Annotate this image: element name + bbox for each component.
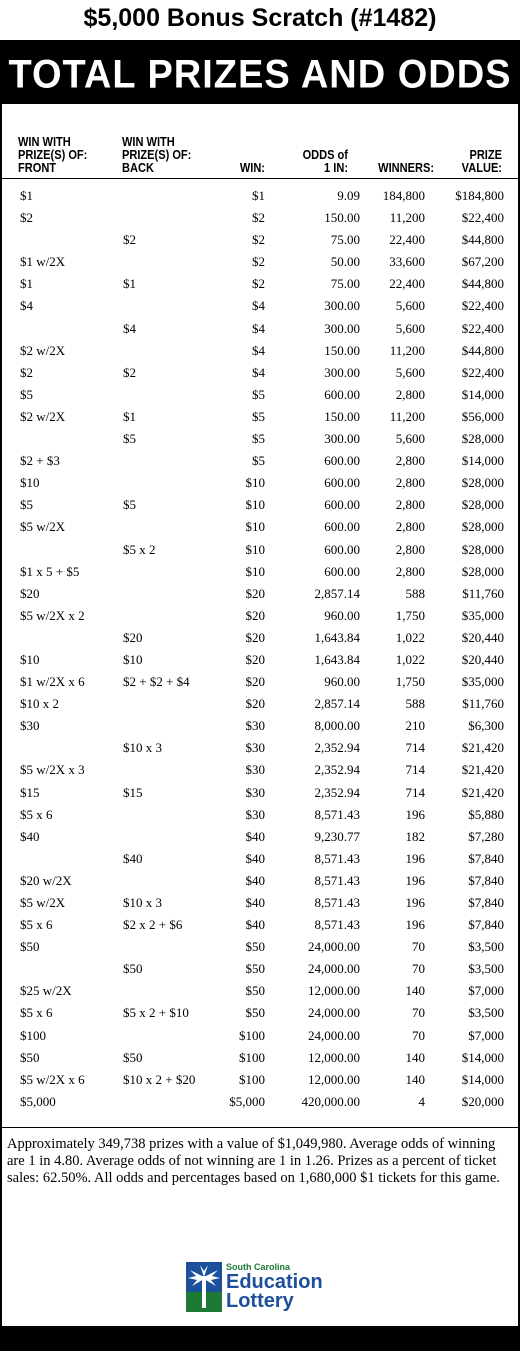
cell-value: $67,200 [461,254,504,270]
table-row [0,295,520,317]
table-row [0,936,520,958]
cell-odds: 300.00 [324,320,360,336]
table-row [0,362,520,384]
table-row [0,958,520,980]
cell-odds: 8,571.43 [314,872,360,888]
cell-back: $50 [123,1049,143,1065]
cell-front: $20 [20,585,40,601]
cell-winners: 714 [405,784,425,800]
cell-odds: 50.00 [330,254,360,270]
cell-front: $10 [20,651,40,667]
cell-win: $30 [245,762,265,778]
table-row [0,583,520,605]
logo-text-lottery: Lottery [226,1290,294,1312]
cell-win: $40 [245,917,265,933]
cell-front: $100 [20,1027,46,1043]
cell-win: $10 [245,497,265,513]
cell-front: $2 w/2X [20,342,66,358]
cell-value: $3,500 [468,1005,504,1021]
cell-win: $40 [245,850,265,866]
cell-winners: 5,600 [395,364,425,380]
cell-odds: 2,352.94 [314,784,360,800]
cell-front: $5 x 6 [20,806,53,822]
palmetto-tree-icon [186,1262,222,1312]
cell-front: $5 x 6 [20,917,53,933]
cell-winners: 1,750 [395,607,425,623]
cell-win: $40 [245,828,265,844]
cell-value: $14,000 [461,453,504,469]
cell-front: $2 w/2X [20,408,66,424]
header-win: WIN: [239,160,265,175]
cell-win: $50 [245,1005,265,1021]
cell-winners: 11,200 [389,408,425,424]
sc-education-lottery-logo [186,1262,336,1314]
table-row [0,428,520,450]
cell-front: $5 w/2X x 3 [20,762,85,778]
cell-front: $25 w/2X [20,983,72,999]
header-prize-value: PRIZE VALUE: [461,147,502,175]
cell-odds: 600.00 [324,475,360,491]
cell-odds: 2,352.94 [314,740,360,756]
cell-odds: 2,352.94 [314,762,360,778]
cell-value: $14,000 [461,1071,504,1087]
cell-value: $22,400 [461,210,504,226]
table-row [0,1069,520,1091]
cell-win: $10 [245,541,265,557]
cell-value: $7,000 [468,983,504,999]
cell-odds: 12,000.00 [308,1049,360,1065]
cell-back: $2 [123,364,136,380]
cell-odds: 600.00 [324,563,360,579]
table-bottom-rule [2,1127,518,1128]
cell-odds: 300.00 [324,298,360,314]
cell-front: $5 [20,386,33,402]
cell-value: $28,000 [461,519,504,535]
cell-win: $20 [245,607,265,623]
cell-front: $4 [20,298,33,314]
cell-value: $7,840 [468,872,504,888]
cell-front: $5 w/2X x 2 [20,607,85,623]
table-row [0,804,520,826]
cell-front: $10 x 2 [20,696,59,712]
table-row [0,472,520,494]
table-row [0,715,520,737]
cell-value: $22,400 [461,320,504,336]
cell-winners: 33,600 [389,254,425,270]
cell-back: $2 [123,232,136,248]
cell-back: $10 [123,651,143,667]
banner-text: TOTAL PRIZES AND ODDS [8,52,512,98]
cell-value: $28,000 [461,541,504,557]
cell-winners: 588 [405,696,425,712]
cell-win: $20 [245,585,265,601]
cell-winners: 70 [412,1005,425,1021]
table-row [0,980,520,1002]
cell-front: $1 w/2X x 6 [20,674,85,690]
table-row [0,1091,520,1113]
cell-odds: 8,000.00 [314,718,360,734]
cell-front: $5 w/2X [20,895,66,910]
cell-winners: 2,800 [395,541,425,557]
cell-odds: 9.09 [337,188,360,203]
cell-win: $5 [252,431,265,447]
cell-winners: 184,800 [382,188,425,203]
cell-value: $44,800 [461,276,504,292]
table-row [0,561,520,583]
cell-front: $50 [20,1049,40,1065]
cell-win: $10 [245,519,265,535]
table-row [0,273,520,295]
cell-front: $15 [20,784,40,800]
cell-front: $2 + $3 [20,453,60,469]
table-row [0,406,520,428]
cell-win: $2 [252,232,265,248]
cell-front: $5 x 6 [20,1005,53,1021]
cell-odds: 1,643.84 [314,651,360,667]
table-row [0,870,520,892]
odds-summary: Approximately 349,738 prizes with a value of $1,049,980. Average odds of winning are 1 in 4.80. Average odds of not winning are 1 in 1.26. Prizes as a percent of ticket sales: 62.50%. All odds and percentages based on 1,680,000 $1 tickets for this game. [7,1136,500,1186]
cell-win: $40 [245,895,265,910]
cell-winners: 140 [405,1071,425,1087]
section-banner [0,40,520,104]
cell-win: $50 [245,961,265,977]
cell-odds: 24,000.00 [308,961,360,977]
cell-front: $2 [20,364,33,380]
cell-back: $2 + $2 + $4 [123,674,190,690]
cell-odds: 150.00 [324,342,360,358]
cell-odds: 75.00 [330,232,360,248]
cell-back: $15 [123,784,143,800]
logo-text-education: Education [226,1271,323,1293]
cell-winners: 70 [412,961,425,977]
cell-winners: 22,400 [389,276,425,292]
cell-win: $20 [245,651,265,667]
cell-back: $5 x 2 + $10 [123,1005,189,1021]
cell-value: $22,400 [461,364,504,380]
cell-value: $35,000 [461,607,504,623]
cell-odds: 600.00 [324,386,360,402]
cell-odds: 8,571.43 [314,806,360,822]
cell-front: $1 [20,188,33,203]
cell-odds: 2,857.14 [314,696,360,712]
table-row [0,494,520,516]
cell-odds: 24,000.00 [308,1005,360,1021]
table-row [0,340,520,362]
cell-win: $20 [245,696,265,712]
cell-value: $14,000 [461,386,504,402]
cell-value: $11,760 [462,696,504,712]
cell-front: $1 [20,276,33,292]
cell-winners: 714 [405,762,425,778]
cell-front: $2 [20,210,33,226]
cell-value: $7,000 [468,1027,504,1043]
cell-win: $30 [245,718,265,734]
cell-winners: 2,800 [395,497,425,513]
cell-win: $4 [252,298,265,314]
table-row [0,605,520,627]
cell-front: $5 w/2X x 6 [20,1071,85,1087]
cell-value: $5,880 [468,806,504,822]
cell-win: $50 [245,939,265,955]
cell-odds: 300.00 [324,431,360,447]
cell-odds: 8,571.43 [314,917,360,933]
cell-winners: 196 [405,806,425,822]
cell-odds: 1,643.84 [314,629,360,645]
cell-win: $5 [252,453,265,469]
cell-back: $10 x 2 + $20 [123,1071,196,1087]
cell-value: $44,800 [461,342,504,358]
cell-back: $50 [123,961,143,977]
cell-value: $22,400 [461,298,504,314]
cell-win: $10 [245,475,265,491]
table-row [0,649,520,671]
cell-win: $100 [239,1071,265,1087]
table-row [0,848,520,870]
cell-win: $50 [245,983,265,999]
cell-value: $184,800 [455,188,504,203]
cell-value: $44,800 [461,232,504,248]
cell-winners: 140 [405,1049,425,1065]
cell-odds: 8,571.43 [314,850,360,866]
table-row [0,384,520,406]
prize-table [0,185,520,1113]
cell-win: $2 [252,210,265,226]
cell-odds: 2,857.14 [314,585,360,601]
cell-odds: 9,230.77 [314,828,360,844]
table-row [0,892,520,914]
cell-winners: 714 [405,740,425,756]
table-row [0,737,520,759]
cell-front: $1 x 5 + $5 [20,563,80,579]
header-rule [2,178,518,179]
table-row [0,671,520,693]
cell-value: $21,420 [461,784,504,800]
table-row [0,627,520,649]
cell-front: $5 [20,497,33,513]
cell-winners: 4 [418,1093,425,1109]
table-row [0,229,520,251]
cell-win: $1 [252,188,265,203]
table-row [0,539,520,561]
cell-win: $5,000 [229,1093,265,1109]
cell-odds: 960.00 [324,674,360,690]
cell-win: $30 [245,740,265,756]
cell-back: $1 [123,276,136,292]
cell-win: $40 [245,872,265,888]
cell-winners: 210 [405,718,425,734]
cell-odds: 8,571.43 [314,895,360,910]
table-row [0,782,520,804]
cell-value: $14,000 [461,1049,504,1065]
cell-odds: 24,000.00 [308,939,360,955]
header-odds: ODDS of 1 IN: [302,147,348,175]
cell-winners: 182 [405,828,425,844]
cell-winners: 5,600 [395,298,425,314]
cell-value: $7,840 [468,895,504,910]
table-row [0,251,520,273]
cell-back: $40 [123,850,143,866]
cell-value: $21,420 [461,762,504,778]
cell-value: $28,000 [461,431,504,447]
cell-odds: 150.00 [324,210,360,226]
cell-winners: 196 [405,872,425,888]
cell-winners: 1,750 [395,674,425,690]
cell-winners: 2,800 [395,453,425,469]
cell-back: $5 [123,431,136,447]
cell-odds: 600.00 [324,519,360,535]
cell-back: $10 x 3 [123,740,162,756]
cell-winners: 70 [412,1027,425,1043]
table-row [0,185,520,207]
cell-winners: 1,022 [395,651,425,667]
cell-winners: 1,022 [395,629,425,645]
cell-win: $4 [252,364,265,380]
cell-front: $50 [20,939,40,955]
cell-front: $10 [20,475,40,491]
cell-front: $30 [20,718,40,734]
cell-win: $4 [252,342,265,358]
cell-value: $35,000 [461,674,504,690]
cell-winners: 2,800 [395,475,425,491]
table-row [0,1025,520,1047]
cell-value: $20,440 [461,651,504,667]
header-winners: WINNERS: [378,160,434,175]
cell-winners: 11,200 [389,210,425,226]
page-title: $5,000 Bonus Scratch (#1482) [83,4,437,32]
cell-front: $1 w/2X [20,254,66,270]
cell-win: $100 [239,1049,265,1065]
cell-value: $6,300 [468,718,504,734]
cell-value: $28,000 [461,497,504,513]
cell-value: $7,280 [468,828,504,844]
cell-win: $20 [245,629,265,645]
cell-back: $5 [123,497,136,513]
cell-back: $5 x 2 [123,541,156,557]
cell-win: $5 [252,386,265,402]
header-front: WIN WITH PRIZE(S) OF: FRONT [18,134,88,175]
cell-value: $7,840 [468,917,504,933]
cell-winners: 2,800 [395,519,425,535]
table-row [0,759,520,781]
cell-winners: 22,400 [389,232,425,248]
cell-win: $100 [239,1027,265,1043]
header-back: WIN WITH PRIZE(S) OF: BACK [122,134,192,175]
cell-odds: 12,000.00 [308,983,360,999]
cell-value: $28,000 [461,475,504,491]
cell-value: $7,840 [468,850,504,866]
cell-win: $2 [252,254,265,270]
cell-value: $56,000 [461,408,504,424]
table-row [0,1047,520,1069]
cell-winners: 5,600 [395,320,425,336]
cell-win: $10 [245,563,265,579]
cell-winners: 140 [405,983,425,999]
cell-odds: 150.00 [324,408,360,424]
cell-winners: 2,800 [395,386,425,402]
table-row [0,826,520,848]
cell-winners: 5,600 [395,431,425,447]
cell-back: $1 [123,408,136,424]
cell-front: $40 [20,828,40,844]
logo-text-state: South Carolina [226,1262,291,1272]
cell-value: $28,000 [461,563,504,579]
cell-win: $30 [245,806,265,822]
cell-back: $10 x 3 [123,895,162,910]
cell-winners: 588 [405,585,425,601]
cell-front: $5,000 [20,1093,56,1109]
cell-value: $21,420 [461,740,504,756]
cell-winners: 196 [405,895,425,910]
cell-odds: 600.00 [324,541,360,557]
cell-odds: 600.00 [324,453,360,469]
table-row [0,318,520,340]
cell-winners: 196 [405,850,425,866]
cell-winners: 11,200 [389,342,425,358]
table-row [0,1002,520,1024]
cell-odds: 75.00 [330,276,360,292]
cell-back: $2 x 2 + $6 [123,917,183,933]
cell-odds: 24,000.00 [308,1027,360,1043]
cell-winners: 196 [405,917,425,933]
cell-value: $3,500 [468,939,504,955]
cell-win: $4 [252,320,265,336]
cell-odds: 12,000.00 [308,1071,360,1087]
cell-win: $20 [245,674,265,690]
cell-value: $11,760 [462,585,504,601]
table-row [0,914,520,936]
cell-odds: 960.00 [324,607,360,623]
cell-back: $4 [123,320,136,336]
cell-odds: 600.00 [324,497,360,513]
cell-win: $5 [252,408,265,424]
table-row [0,207,520,229]
cell-win: $2 [252,276,265,292]
table-row [0,693,520,715]
footer-bar [0,1326,520,1351]
cell-value: $20,000 [461,1093,504,1109]
cell-odds: 420,000.00 [301,1093,360,1109]
cell-odds: 300.00 [324,364,360,380]
cell-winners: 70 [412,939,425,955]
cell-win: $30 [245,784,265,800]
cell-front: $20 w/2X [20,872,72,888]
table-row [0,516,520,538]
table-row [0,450,520,472]
cell-winners: 2,800 [395,563,425,579]
cell-back: $20 [123,629,143,645]
cell-value: $3,500 [468,961,504,977]
cell-value: $20,440 [461,629,504,645]
cell-front: $5 w/2X [20,519,66,535]
